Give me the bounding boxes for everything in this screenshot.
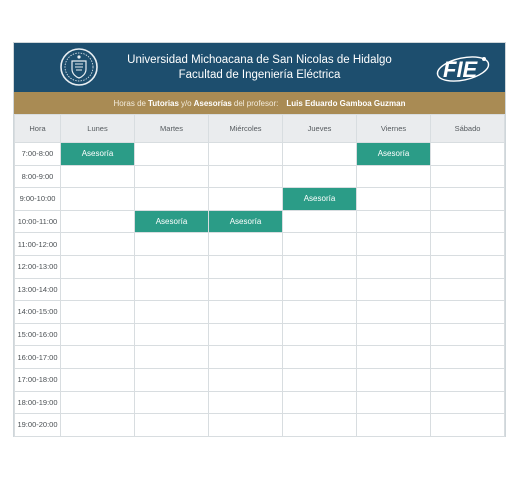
empty-slot (61, 346, 135, 369)
table-row (15, 143, 505, 166)
col-header-sabado: Sábado (431, 115, 505, 143)
asesoria-slot: Asesoría (135, 210, 209, 233)
empty-slot (283, 210, 357, 233)
table-row (15, 301, 505, 324)
faculty-name: Facultad de Ingeniería Eléctrica (178, 68, 341, 81)
hour-cell: 7:00-8:00 (15, 143, 61, 166)
empty-slot (61, 233, 135, 256)
empty-slot (135, 414, 209, 437)
table-row (15, 391, 505, 414)
empty-slot (135, 368, 209, 391)
empty-slot (61, 188, 135, 211)
hour-cell: 18:00-19:00 (15, 391, 61, 414)
empty-slot (357, 278, 431, 301)
col-header-hora: Hora (15, 115, 61, 143)
empty-slot (283, 391, 357, 414)
empty-slot (135, 346, 209, 369)
empty-slot (61, 414, 135, 437)
empty-slot (61, 210, 135, 233)
hour-cell: 17:00-18:00 (15, 368, 61, 391)
empty-slot (61, 255, 135, 278)
hour-cell: 13:00-14:00 (15, 278, 61, 301)
empty-slot (357, 165, 431, 188)
empty-slot (283, 278, 357, 301)
empty-slot (209, 255, 283, 278)
empty-slot (209, 233, 283, 256)
subbar-yo: y/o (180, 98, 192, 108)
empty-slot (209, 165, 283, 188)
col-header-lunes: Lunes (61, 115, 135, 143)
hour-cell: 12:00-13:00 (15, 255, 61, 278)
subbar-asesorias: Asesorías (193, 98, 232, 108)
empty-slot (135, 255, 209, 278)
empty-slot (135, 143, 209, 166)
empty-slot (209, 323, 283, 346)
empty-slot (283, 233, 357, 256)
empty-slot (61, 368, 135, 391)
empty-slot (431, 188, 505, 211)
hour-cell: 10:00-11:00 (15, 210, 61, 233)
empty-slot (357, 188, 431, 211)
empty-slot (431, 165, 505, 188)
col-header-martes: Martes (135, 115, 209, 143)
empty-slot (431, 143, 505, 166)
empty-slot (135, 188, 209, 211)
empty-slot (283, 323, 357, 346)
schedule-body (15, 143, 505, 437)
empty-slot (135, 391, 209, 414)
professor-name: Luis Eduardo Gamboa Guzman (286, 98, 406, 108)
subbar-del-profesor: del profesor: (233, 98, 279, 108)
empty-slot (431, 278, 505, 301)
table-row (15, 188, 505, 211)
table-row (15, 233, 505, 256)
empty-slot (357, 346, 431, 369)
empty-slot (431, 301, 505, 324)
hour-cell: 14:00-15:00 (15, 301, 61, 324)
hour-cell: 9:00-10:00 (15, 188, 61, 211)
empty-slot (209, 391, 283, 414)
hour-cell: 16:00-17:00 (15, 346, 61, 369)
table-row (15, 323, 505, 346)
empty-slot (209, 368, 283, 391)
empty-slot (431, 233, 505, 256)
hour-cell: 8:00-9:00 (15, 165, 61, 188)
empty-slot (209, 143, 283, 166)
table-row (15, 346, 505, 369)
schedule-card (13, 42, 506, 437)
empty-slot (135, 278, 209, 301)
table-row (15, 414, 505, 437)
empty-slot (283, 143, 357, 166)
subbar-prefix: Horas de (113, 98, 146, 108)
empty-slot (357, 391, 431, 414)
schedule-table (14, 114, 505, 437)
header-titles (127, 53, 392, 83)
fie-logo-icon (435, 50, 491, 86)
empty-slot (357, 323, 431, 346)
asesoria-slot: Asesoría (61, 143, 135, 166)
empty-slot (357, 368, 431, 391)
empty-slot (431, 346, 505, 369)
empty-slot (135, 165, 209, 188)
empty-slot (357, 301, 431, 324)
col-header-jueves: Jueves (283, 115, 357, 143)
empty-slot (431, 210, 505, 233)
empty-slot (357, 233, 431, 256)
empty-slot (431, 368, 505, 391)
empty-slot (209, 346, 283, 369)
col-header-viernes: Viernes (357, 115, 431, 143)
col-header-miercoles: Miércoles (209, 115, 283, 143)
asesoria-slot: Asesoría (209, 210, 283, 233)
empty-slot (61, 323, 135, 346)
hour-cell: 19:00-20:00 (15, 414, 61, 437)
empty-slot (431, 323, 505, 346)
empty-slot (283, 368, 357, 391)
schedule-header-row (15, 115, 505, 143)
empty-slot (135, 301, 209, 324)
empty-slot (135, 323, 209, 346)
empty-slot (431, 391, 505, 414)
empty-slot (283, 255, 357, 278)
empty-slot (283, 165, 357, 188)
empty-slot (283, 301, 357, 324)
university-name: Universidad Michoacana de San Nicolas de Hidalgo (127, 53, 392, 66)
empty-slot (135, 233, 209, 256)
professor-subbar (14, 92, 505, 114)
table-row (15, 278, 505, 301)
empty-slot (283, 414, 357, 437)
asesoria-slot: Asesoría (357, 143, 431, 166)
empty-slot (209, 278, 283, 301)
empty-slot (61, 301, 135, 324)
empty-slot (431, 255, 505, 278)
header-banner (14, 43, 505, 92)
empty-slot (357, 210, 431, 233)
hour-cell: 15:00-16:00 (15, 323, 61, 346)
empty-slot (61, 391, 135, 414)
subbar-tutorias: Tutorias (147, 98, 179, 108)
asesoria-slot: Asesoría (283, 188, 357, 211)
empty-slot (209, 188, 283, 211)
empty-slot (431, 414, 505, 437)
empty-slot (357, 255, 431, 278)
university-seal-icon (59, 47, 99, 87)
empty-slot (61, 165, 135, 188)
empty-slot (209, 301, 283, 324)
table-row (15, 165, 505, 188)
empty-slot (357, 414, 431, 437)
empty-slot (283, 346, 357, 369)
empty-slot (61, 278, 135, 301)
empty-slot (209, 414, 283, 437)
table-row (15, 210, 505, 233)
table-row (15, 368, 505, 391)
fie-logo-text: FIE (443, 57, 478, 82)
hour-cell: 11:00-12:00 (15, 233, 61, 256)
table-row (15, 255, 505, 278)
